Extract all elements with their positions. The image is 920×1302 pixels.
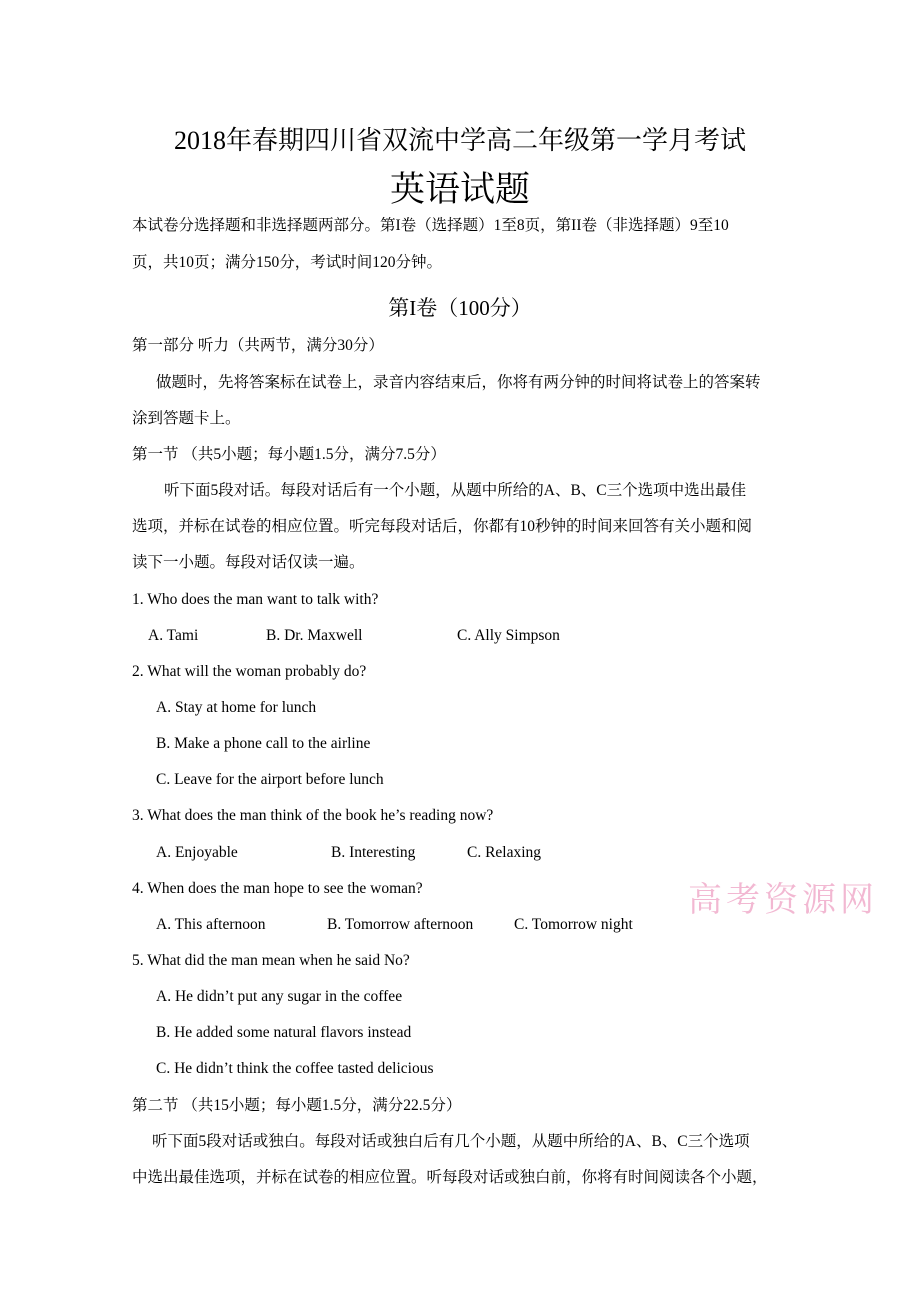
section1-heading: 第一节 （共5小题；每小题1.5分，满分7.5分）: [132, 446, 446, 463]
question-5: 5. What did the man mean when he said No?: [132, 952, 410, 969]
option: C. Tomorrow night: [514, 916, 633, 933]
watermark: 高考资源网: [688, 880, 878, 920]
exam-subtitle: 英语试题: [389, 170, 530, 209]
question-2: 2. What will the woman probably do?: [132, 663, 367, 680]
option: C. Ally Simpson: [457, 627, 560, 644]
question-3: 3. What does the man think of the book he’s reading now?: [132, 807, 494, 824]
section1-instruction: 选项，并标在试卷的相应位置。听完每段对话后，你都有10秒钟的时间来回答有关小题和阅: [132, 518, 753, 535]
option: A. He didn’t put any sugar in the coffee: [156, 988, 403, 1005]
section2-heading: 第二节 （共15小题；每小题1.5分，满分22.5分）: [132, 1097, 462, 1114]
option: A. Enjoyable: [156, 844, 238, 861]
option: B. Dr. Maxwell: [266, 627, 363, 644]
volume-heading: 第I卷（100分）: [388, 296, 532, 320]
intro-line: 页，共10页；满分150分，考试时间120分钟。: [132, 254, 443, 271]
option: C. Leave for the airport before lunch: [156, 771, 384, 788]
question-1: 1. Who does the man want to talk with?: [132, 591, 379, 608]
option: C. Relaxing: [467, 844, 542, 861]
option: A. Tami: [148, 627, 199, 644]
section2-instruction: 中选出最佳选项，并标在试卷的相应位置。听每段对话或独白前，你将有时间阅读各个小题，: [132, 1169, 768, 1186]
section1-instruction: 读下一小题。每段对话仅读一遍。: [132, 554, 365, 571]
option: A. Stay at home for lunch: [156, 699, 317, 716]
intro-line: 本试卷分选择题和非选择题两部分。第I卷（选择题）1至8页，第II卷（非选择题）9至10: [132, 217, 729, 234]
option: B. Make a phone call to the airline: [156, 735, 371, 752]
option: C. He didn’t think the coffee tasted delicious: [156, 1060, 434, 1077]
option: B. Tomorrow afternoon: [327, 916, 474, 933]
option: A. This afternoon: [156, 916, 266, 933]
option: B. He added some natural flavors instead: [156, 1024, 412, 1041]
option: B. Interesting: [331, 844, 416, 861]
question-4: 4. When does the man hope to see the woman?: [132, 880, 423, 897]
exam-title: 2018年春期四川省双流中学高二年级第一学月考试: [173, 126, 746, 155]
part1-instruction: 做题时，先将答案标在试卷上，录音内容结束后，你将有两分钟的时间将试卷上的答案转: [156, 374, 761, 391]
part1-instruction: 涂到答题卡上。: [132, 410, 241, 427]
section1-instruction: 听下面5段对话。每段对话后有一个小题，从题中所给的A、B、C三个选项中选出最佳: [164, 482, 747, 499]
section2-instruction: 听下面5段对话或独白。每段对话或独白后有几个小题，从题中所给的A、B、C三个选项: [152, 1133, 750, 1150]
part1-heading: 第一部分 听力（共两节，满分30分）: [132, 337, 384, 354]
